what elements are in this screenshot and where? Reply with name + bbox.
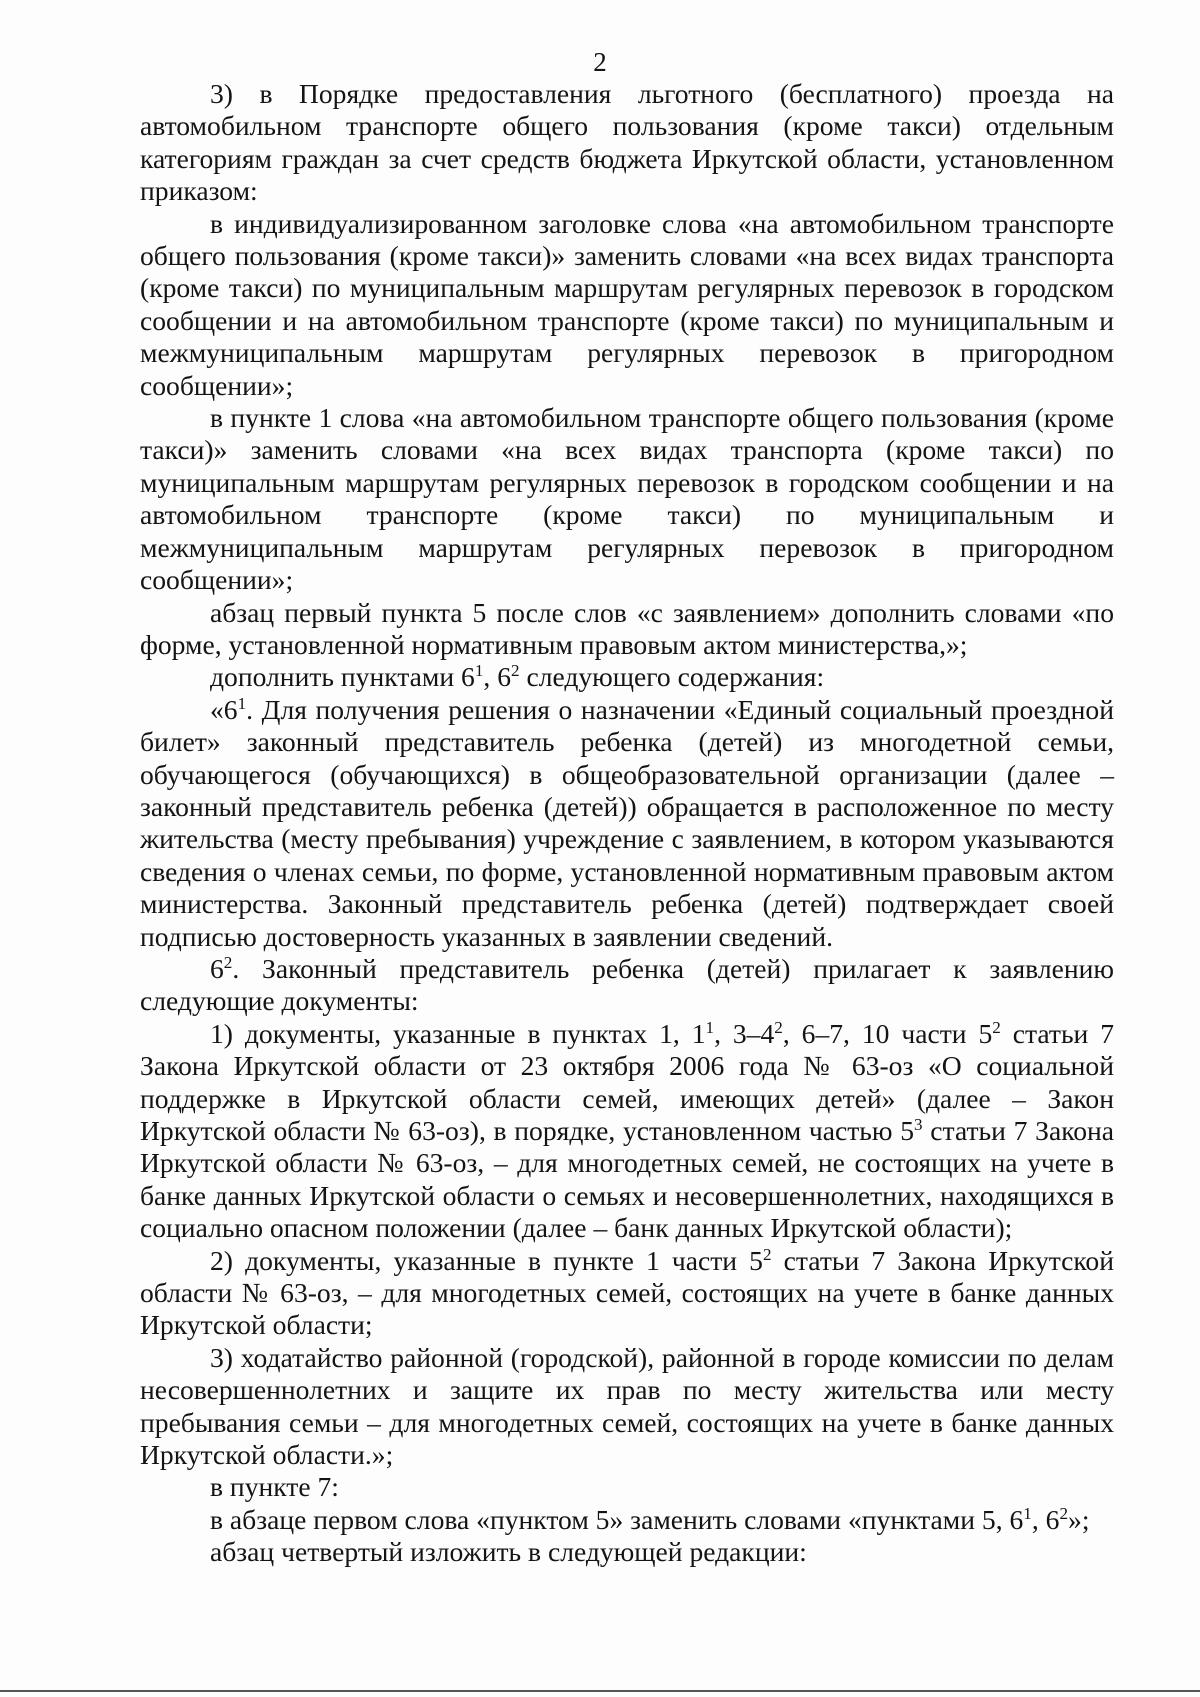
paragraph-documents-3: 3) ходатайство районной (городской), районной в городе комиссии по делам несовершеннолетних и защите их прав по месту жительства или месту пребывания семьи – для многодетных семей, состоящих на учете в банке данных Иркутской области.»; bbox=[140, 1341, 1114, 1471]
paragraph-item-1-amendment: в пункте 1 слова «на автомобильном транспорте общего пользования (кроме такси)» заменить словами «на всех видах транспорта (кроме такси) по муниципальным маршрутам регулярных перевозок в городском сообщении и на автомобильном транспорте (кроме такси) по муниципальным и межмуниципальным маршрутам регулярных перевозок в пригородном сообщении»; bbox=[140, 402, 1114, 596]
paragraph-intro: 3) в Порядке предоставления льготного (бесплатного) проезда на автомобильном транспорте общего пользования (кроме такси) отдельным категориям граждан за счет средств бюджета Иркутской области, установленном приказом: bbox=[140, 78, 1114, 207]
paragraph-item-5-amendment: абзац первый пункта 5 после слов «с заявлением» дополнить словами «по форме, установленной нормативным правовым актом министерства,»; bbox=[140, 596, 1114, 660]
paragraph-item-7-first: в абзаце первом слова «пунктом 5» заменить словами «пунктами 5, $6^1$, $6^2$»; bbox=[210, 1503, 1090, 1535]
document-body bbox=[140, 78, 1114, 1569]
paragraph-item-6-1: «$6^1$. Для получения решения о назначении «Единый социальный проездной билет» законный представитель ребенка (детей) из многодетной семьи, обучающегося (обучающихся) в общеобразовательной организации (далее – законный представитель ребенка (детей)) обращается в расположенное по месту жительства (месту пребывания) учреждение с заявлением, в котором указываются сведения о членах семьи, по форме, установленной нормативным правовым актом министерства. Законный представитель ребенка (детей) подтверждает своей подписью достоверность указанных в заявлении сведений. bbox=[140, 693, 1114, 952]
paragraph-documents-2: 2) документы, указанные в пункте 1 части $5^2$ статьи 7 Закона Иркутской области № 63-оз, – для многодетных семей, состоящих на учете в банке данных Иркутской области; bbox=[140, 1244, 1114, 1341]
page-number: 2 bbox=[593, 47, 607, 77]
paragraph-item-7-fourth: абзац четвертый изложить в следующей редакции: bbox=[210, 1536, 807, 1568]
paragraph-documents-1: 1) документы, указанные в пунктах 1, $1^1$, $3-4^2$, 6–7, 10 части $5^2$ статьи 7 Закона Иркутской области от 23 октября 2006 года № 63-оз «О социальной поддержке в Иркутской области семей, имеющих детей» (далее – Закон Иркутской области № 63-оз), в порядке, установленном частью $5^3$ статьи 7 Закона Иркутской области № 63-оз, – для многодетных семей, не состоящих на учете в банке данных Иркутской области о семьях и несовершеннолетних, находящихся в социально опасном положении (далее – банк данных Иркутской области); bbox=[140, 1017, 1115, 1244]
paragraph-add-items: дополнить пунктами $6^1$, $6^2$ следующего содержания: bbox=[210, 661, 825, 693]
paragraph-title-amendment: в индивидуализированном заголовке слова «на автомобильном транспорте общего пользования (кроме такси)» заменить словами «на всех видах транспорта (кроме такси) по муниципальным маршрутам регулярных перевозок в городском сообщении и на автомобильном транспорте (кроме такси) по муниципальным и межмуниципальным маршрутам регулярных перевозок в пригородном сообщении»; bbox=[140, 207, 1114, 401]
paragraph-item-6-2: $6^2$. Законный представитель ребенка (детей) прилагает к заявлению следующие документы: bbox=[140, 952, 1114, 1017]
paragraph-item-7: в пункте 7: bbox=[210, 1471, 339, 1503]
bottom-rule bbox=[0, 1690, 1200, 1692]
